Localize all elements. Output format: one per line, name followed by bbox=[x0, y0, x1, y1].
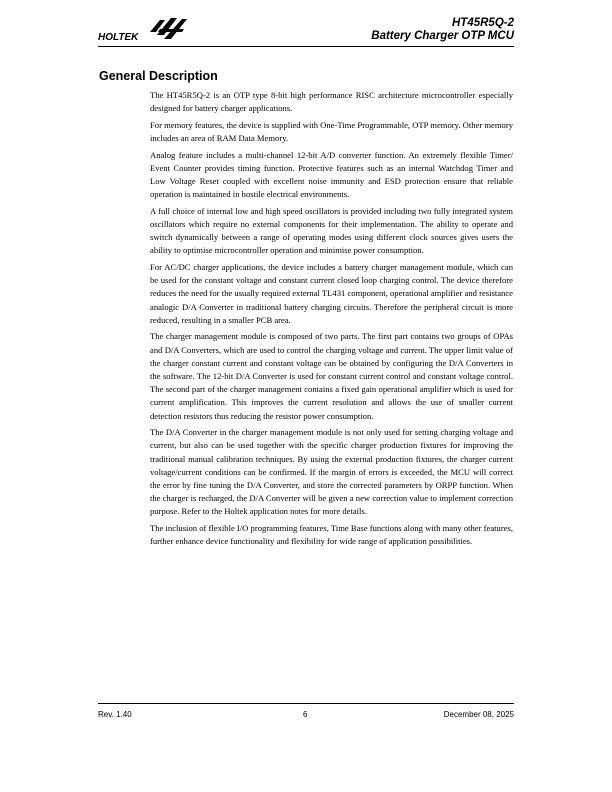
part-number: HT45R5Q-2 bbox=[452, 17, 514, 29]
paragraph: Analog feature includes a multi-channel 12-bit A/D converter function. An extremely flexible Timer/ Event Counter provides timing function. Protective features such as an internal Watchdog Timer and Low Voltage Reset coupled with excellent noise immunity and ESD protection ensure that reliable operation is maintained in hostile electrical environments. bbox=[150, 149, 513, 200]
page-number: 6 bbox=[303, 710, 308, 719]
revision-label: Rev. 1.40 bbox=[98, 710, 132, 719]
brand-wordmark: HOLTEK bbox=[98, 32, 139, 43]
document-title bbox=[371, 17, 514, 43]
section-heading: General Description bbox=[99, 69, 218, 83]
paragraph: The HT45R5Q-2 is an OTP type 8-bit high performance RISC architecture microcontroller especially designed for battery charger applications. bbox=[150, 90, 513, 114]
revision-date: December 08, 2025 bbox=[443, 710, 514, 719]
description-body bbox=[150, 89, 513, 552]
paragraph: For memory features, the device is supplied with One-Time Programmable, OTP memory. Other memory includes an area of RAM Data Memory. bbox=[150, 119, 514, 143]
page-header bbox=[98, 15, 514, 47]
page-footer bbox=[98, 703, 514, 721]
holtek-logo-icon bbox=[98, 15, 190, 43]
document-subtitle: Battery Charger OTP MCU bbox=[371, 30, 514, 42]
paragraph: The charger management module is composed of two parts. The first part contains two groups of OPAs and D/A Converters, which are used to control the charging voltage and current. The upper limit value of the charger constant current and constant voltage can be obtained by configuring the D/A Converters in the software. The 12-bit D/A Converter is used for constant current control and constant voltage control. The second part of the charger management contains a fixed gain operational amplifier which is used for current amplification. This improves the current resolution and allows the use of smaller current detection resistors thus reducing the resistor power consumption. bbox=[150, 331, 513, 421]
paragraph: For AC/DC charger applications, the device includes a battery charger management module, which can be used for the constant voltage and constant current closed loop charging control. The device therefore reduces the need for the usually required external TL431 component, operational amplifier and resistance analogic D/A Converter in traditional battery charging circuits. Therefore the peripheral circuit is more reduced, resulting in a smaller PCB area. bbox=[150, 262, 513, 325]
paragraph: The inclusion of flexible I/O programming features, Time Base functions along with many other features, further enhance device functionality and flexibility for wide range of application possibilities. bbox=[150, 523, 513, 547]
paragraph: A full choice of internal low and high speed oscillators is provided including two fully integrated system oscillators which require no external components for their implementation. The ability to operate and switch dynamically between a range of operating modes using different clock sources gives users the ability to optimise microcontroller operation and minimise power consumption. bbox=[150, 205, 513, 256]
paragraph: The D/A Converter in the charger management module is not only used for setting charging voltage and current, but also can be used together with the specific charger production fixtures for improving the traditional manual calibration techniques. By using the external production fixtures, the charger current voltage/current conditions can be confirmed. If the margin of errors is exceeded, the MCU will correct the error by fine tuning the D/A Converter, and store the corrected parameters by ORPP function. When the charger is recharged, the D/A Converter will be given a new correction value to implement correction purpose. Refer to the Holtek application notes for more details. bbox=[150, 427, 513, 517]
